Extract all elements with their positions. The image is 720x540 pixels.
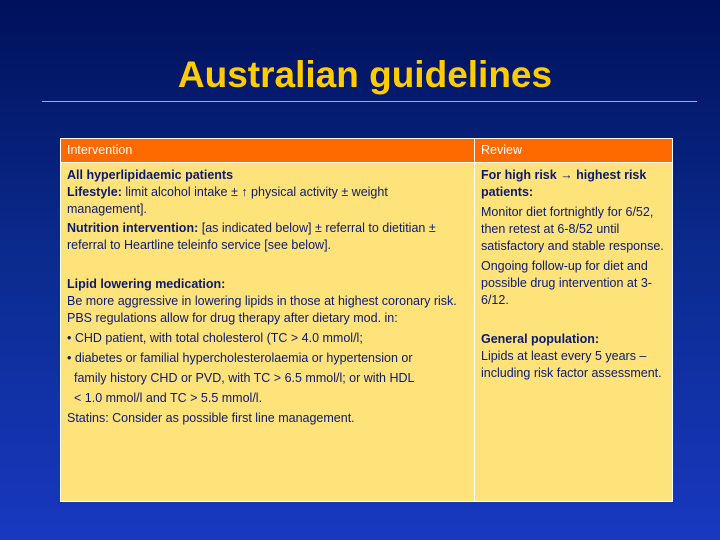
high-risk-text-2: highest risk patients:: [481, 168, 647, 199]
bullet-diabetes-line-3: < 1.0 mmol/l and TC > 5.5 mmol/l.: [74, 391, 263, 405]
intervention-cell: [67, 167, 467, 427]
nutrition-paragraph: [67, 220, 467, 254]
column-divider: [474, 139, 475, 501]
general-population-text: Lipids at least every 5 years – including risk factor assessment.: [481, 349, 662, 380]
bullet-diabetes-line-1: • diabetes or familial hypercholesterolaemia or hypertension or: [67, 351, 413, 365]
guidelines-table: [60, 138, 673, 502]
nutrition-text: [as indicated below] ± referral to dietitian ± referral to Heartline teleinfo service [see below].: [67, 221, 436, 252]
hyperlipid-heading: All hyperlipidaemic patients: [67, 168, 234, 182]
lifestyle-label: Lifestyle:: [67, 185, 122, 199]
lipid-heading: Lipid lowering medication:: [67, 277, 226, 291]
high-risk-heading: [481, 167, 667, 201]
ongoing-text: Ongoing follow-up for diet and possible drug intervention at 3-6/12.: [481, 259, 652, 307]
slide-title: Australian guidelines: [177, 54, 553, 95]
title-underline: [42, 101, 697, 102]
general-population-heading: General population:: [481, 332, 600, 346]
review-cell: [481, 167, 667, 382]
statins-note: Statins: Consider as possible first line management.: [67, 411, 355, 425]
table-header-row: [61, 139, 672, 163]
up-arrow-icon: ↑: [241, 185, 248, 199]
lipid-text: Be more aggressive in lowering lipids in those at highest coronary risk. PBS regulations allow for drug therapy after dietary mod. in:: [67, 294, 457, 325]
monitor-text: Monitor diet fortnightly for 6/52, then retest at 6-8/52 until satisfactory and stable response.: [481, 205, 664, 253]
header-intervention: Intervention: [67, 143, 133, 157]
bullet-chd: • CHD patient, with total cholesterol (TC > 4.0 mmol/l;: [67, 331, 363, 345]
lifestyle-paragraph: [67, 184, 467, 218]
nutrition-label: Nutrition intervention:: [67, 221, 199, 235]
lifestyle-text-2: physical activity ± weight management].: [67, 185, 388, 216]
high-risk-text-1: For high risk: [481, 168, 561, 182]
header-review: Review: [481, 143, 522, 157]
right-arrow-icon: →: [560, 168, 573, 182]
bullet-diabetes-line-2: family history CHD or PVD, with TC > 6.5 mmol/l; or with HDL: [74, 371, 415, 385]
lifestyle-text-1: limit alcohol intake ±: [121, 185, 242, 199]
